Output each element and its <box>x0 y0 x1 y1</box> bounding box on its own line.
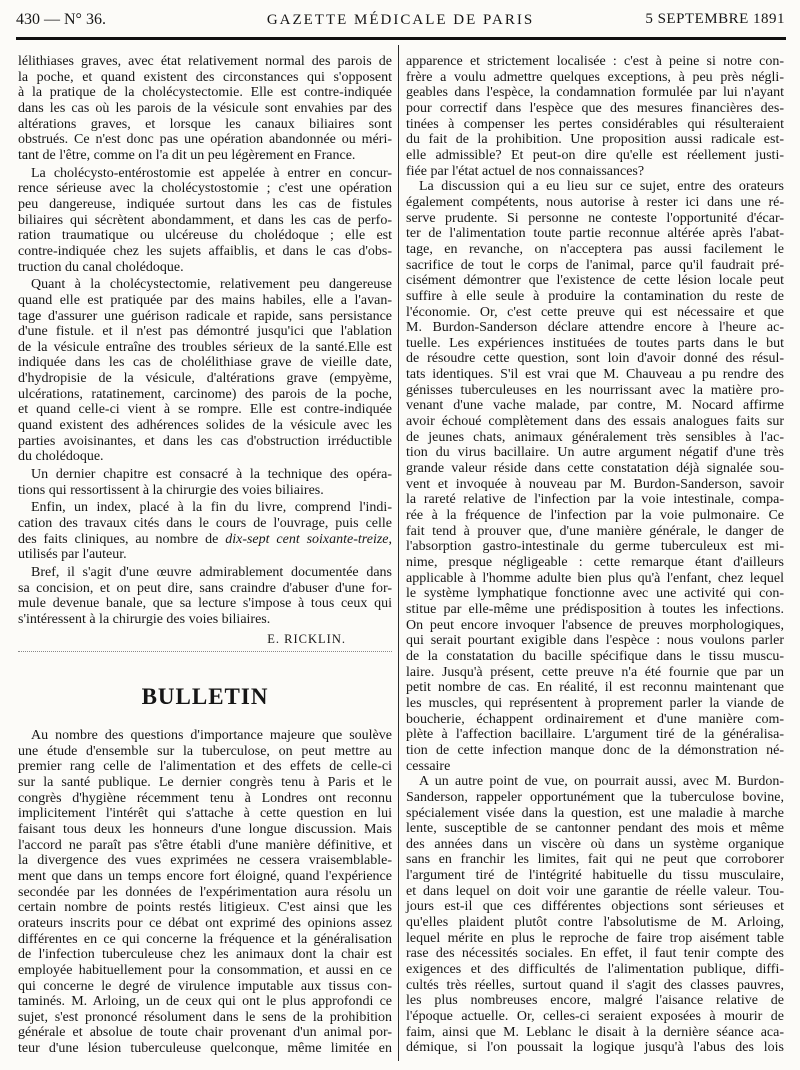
text-line: utilisés par l'auteur. <box>18 547 127 563</box>
paragraph <box>406 179 784 774</box>
paragraph <box>406 774 784 1056</box>
text-line <box>18 532 392 548</box>
text-line: dans les cas où les parois de la vésicule sont envahies par des <box>18 100 392 116</box>
text-line: vent et invoquée à nouveau par M. Burdon-Sanderson, savoir <box>406 476 784 492</box>
text-line: de la vésicule entraîne des troubles sérieux de la santé.Elle est <box>18 339 392 355</box>
text-line: l'absorption gastro-intestinale du germe tuberculeux est mi- <box>406 539 784 555</box>
text-run: , <box>388 531 392 547</box>
text-line: spécialement visée dans la question, est une maladie à marche <box>406 805 784 821</box>
text-run: des faits cliniques, au nombre de <box>18 531 226 547</box>
text-line: d'une fistule. et il n'est pas démontré jusqu'ici que l'ablation <box>18 324 392 340</box>
paragraph <box>18 467 392 498</box>
text-line: cisément démontrer que l'existence de cette lésion locale peut <box>406 273 784 289</box>
text-line: peu dangereuse, indiquée surtout dans les cas de fistules <box>18 196 392 212</box>
text-line: tage d'assurer une guérison radicale et rapide, sans persistance <box>18 308 392 324</box>
text-line: quand existent des adhérences solides de la vésicule avec les <box>18 418 392 434</box>
text-line: générale et absolue de toute chair provenant d'un animal por- <box>18 1025 392 1041</box>
text-line: premier rang celle de l'alimentation et des effets de celle-ci <box>18 759 392 775</box>
bulletin-article <box>18 728 392 1057</box>
text-line: la divergence des vues exprimées ne cessera vraisemblable- <box>18 853 392 869</box>
text-line: parties avoisinantes, et dans les cas d'obstruction irréductible <box>18 433 392 449</box>
text-line: Quant à la cholécystectomie, relativement peu dangereuse <box>31 277 392 293</box>
text-line: faim, ainsi que M. Leblanc le disait à la dernière séance aca- <box>406 1024 784 1040</box>
text-line: tuelle. Les expériences instituées de toutes parts dans le but <box>406 335 784 351</box>
text-line: laire. Jusqu'à présent, cette preuve n'a été fournie que par un <box>406 664 784 680</box>
section-divider <box>18 651 392 652</box>
text-line: tion de cette infection manque donc de la démonstration né- <box>406 742 784 758</box>
book-review-column <box>18 54 392 647</box>
text-line: l'époque actuelle. Or, celles-ci seraient exposées à mourir de <box>406 1009 784 1025</box>
text-line: tats identiques. S'il est vrai que M. Chauveau a pu rendre des <box>406 367 784 383</box>
text-line: qu'elles plaident plutôt contre l'absolutisme de M. Arloing, <box>406 915 784 931</box>
text-line: suffire à elle seule à produire la contamination du reste de <box>406 288 784 304</box>
text-line: grande valeur réside dans cette constatation déjà signalée sou- <box>406 461 784 477</box>
text-line: geables dans l'espèce, la condamnation formulée par lui n'ayant <box>406 85 784 101</box>
text-line: de résoudre cette question, sont loin d'avoir donné des résul- <box>406 351 784 367</box>
text-line: teur d'une lésion tuberculeuse quelconque, même limitée en <box>18 1041 392 1057</box>
text-line: d'hydropisie de la vésicule, d'altérations grave (empyème, <box>18 371 392 387</box>
text-line: ulcérations, ratatinement, carcinome) des parois de la poche, <box>18 386 392 402</box>
bulletin-heading: BULLETIN <box>141 684 269 709</box>
text-line: rase des nécessités sociales. En effet, il faut tenir compte des <box>406 946 784 962</box>
text-line: à la pratique de la cholécystectomie. Elle est contre-indiquée <box>18 85 392 101</box>
text-line: ment que dans un temps encore fort éloigné, quand l'expérience <box>18 868 392 884</box>
paragraph <box>406 54 784 179</box>
text-line: du fait de la prohibition. Une proposition aussi radicale est- <box>406 132 784 148</box>
text-line: obstrués. Ce n'est donc pas une opération abandonnée ou méri- <box>18 132 392 148</box>
text-line: rence sérieuse avec la cholécystostomie ; c'est une opération <box>18 181 392 197</box>
text-line: la rareté relative de l'infection par la voie intestinale, compa- <box>406 492 784 508</box>
text-line: qui serait pourtant exigible dans l'espèce : nous voulons parler <box>406 633 784 649</box>
text-line: boucherie, échappent ordinairement et d'une manière com- <box>406 711 784 727</box>
text-line: faisant tous deux les honneurs d'une longue discussion. Mais <box>18 821 392 837</box>
text-line: implicitement l'intérêt qui s'attache à cette question en lui <box>18 806 392 822</box>
text-line: stitue par elle-même une prédisposition à toutes les infections. <box>406 601 784 617</box>
paragraph <box>18 277 392 465</box>
text-line: serve prudente. Si personne ne conteste l'opportunité d'écar- <box>406 210 784 226</box>
text-line: lente, susceptible de se cantonner pendant des mois et même <box>406 821 784 837</box>
text-line: rée à la fréquence de l'infection par la voie pulmonaire. Ce <box>406 508 784 524</box>
text-line: venant d'une vache malade, par contre, M. Nocard affirme <box>406 398 784 414</box>
issue-date: 5 SEPTEMBRE 1891 <box>645 11 785 27</box>
text-line: certain nombre de points restés litigieux. C'est ainsi que les <box>18 900 392 916</box>
journal-title: GAZETTE MÉDICALE DE PARIS <box>266 12 535 28</box>
text-line: démique, si l'on poussait la logique jusqu'à l'abus des lois <box>406 1040 784 1056</box>
text-line: l'argument tiré de l'intégrité habituelle du tissu musculaire, <box>406 868 784 884</box>
text-line: les plus nombreuses encore, malgré l'aisance relative de <box>406 993 784 1009</box>
text-line: jours est-il que ces différentes objections sont sérieuses et <box>406 899 784 915</box>
text-line: sans en franchir les limites, fait qui ne peut que corroborer <box>406 852 784 868</box>
text-line: petit nombre de cas. En réalité, il est reconnu maintenant que <box>406 680 784 696</box>
text-line: secondée par les données de l'expérimentation aura résolu un <box>18 884 392 900</box>
text-line: contre-indiquée chez les sujets affaiblis, et dans le cas d'obs- <box>18 243 392 259</box>
text-line: On peut encore invoquer l'absence de preuves morphologiques, <box>406 617 784 633</box>
text-line: frère a voulu admettre quelques exceptions, à peu près négli- <box>406 69 784 85</box>
text-line: La discussion qui a eu lieu sur ce sujet, entre des orateurs <box>419 179 784 195</box>
text-line: une étude d'ensemble sur la tuberculose, on peut mettre au <box>18 743 392 759</box>
text-line: congrès d'hygiène récemment tenu à Londres ont reconnu <box>18 790 392 806</box>
text-line: du cholédoque. <box>18 449 104 465</box>
text-line: le système lymphatique fonctionne avec une activité qui con- <box>406 586 784 602</box>
text-line: exigences et des difficultés de l'alimentation publique, diffi- <box>406 962 784 978</box>
paragraph <box>18 166 392 276</box>
text-line: truction du canal cholédoque. <box>18 259 184 275</box>
paragraph <box>18 565 392 628</box>
text-line: sujet, s'est prononcé résolument dans le sens de la prohibition <box>18 1009 392 1025</box>
text-line: applicable à l'homme adulte bien plus qu'à l'enfant, chez lequel <box>406 570 784 586</box>
text-line: et dans lequel on doit voir une garantie de réelle valeur. Tou- <box>406 883 784 899</box>
text-line: cessaire <box>406 758 451 774</box>
text-line: avoir échoué complètement dans des essais analogues faits sur <box>406 414 784 430</box>
paragraph <box>18 54 392 164</box>
text-line: la poche, et quand existent des circonstances qui s'opposent <box>18 69 392 85</box>
right-column <box>406 54 784 1056</box>
text-line: ration traumatique ou ulcéreuse du cholédoque ; elle est <box>18 228 392 244</box>
text-line: également compétents, nous autorise à rester ici dans une ré- <box>406 194 784 210</box>
text-line: tion du virus bacillaire. Un autre argument négatif d'une très <box>406 445 784 461</box>
text-line: M. Burdon-Sanderson déclare attendre encore à l'heure ac- <box>406 320 784 336</box>
page-number: 430 — N° 36. <box>16 11 106 28</box>
text-line: différentes en ce qui concerne la fréquence et la généralisation <box>18 931 392 947</box>
text-line: lequel mérite en plus le reproche de faire trop aisément table <box>406 930 784 946</box>
bulletin-text <box>18 728 392 1057</box>
page-header <box>16 9 785 33</box>
text-line: des années dans un viscère où dans un système organique <box>406 836 784 852</box>
text-line: de jeunes chats, animaux généralement très sensibles à l'ac- <box>406 429 784 445</box>
text-line: les muscles, qui représentent à proprement parler la viande de <box>406 695 784 711</box>
text-line: sa concision, et on peut dire, sans craindre d'abuser d'une for- <box>18 580 392 596</box>
text-line: cultés très réelles, surtout quand il s'agit des classes pauvres, <box>406 977 784 993</box>
text-line: Sanderson, rappeler opportunément que la tuberculose bovine, <box>406 789 784 805</box>
text-line: taminés. M. Arloing, un de ceux qui ont le plus approfondi ce <box>18 994 392 1010</box>
text-line: de l'infection tuberculeuse chez les animaux dont la chair est <box>18 947 392 963</box>
text-line: génisses tuberculeuses en les nourrissant avec la matière pro- <box>406 382 784 398</box>
text-line: altérations graves, et lorsque les canaux biliaires sont <box>18 116 392 132</box>
review-text <box>18 54 392 628</box>
text-line: fiée par l'état actuel de nos connaissances? <box>406 163 645 179</box>
text-line: s'intéressent à la chirurgie des voies biliaires. <box>18 611 271 627</box>
paragraph <box>18 728 392 1057</box>
text-line: Enfin, un index, placé à la fin du livre, comprend l'indi- <box>31 500 392 516</box>
text-line: fait tend à prouver que, d'une manière générale, le danger de <box>406 523 784 539</box>
text-line: mule devenue banale, que sa lecture s'impose à tous ceux qui <box>18 596 392 612</box>
column-divider <box>398 45 399 1061</box>
right-column-text <box>406 54 784 1056</box>
text-line: tant de l'être, comme on l'a dit un peu légèrement en France. <box>18 147 356 163</box>
paragraph <box>18 500 392 563</box>
text-line: plète à l'affection bacillaire. L'argument tiré de la généralisa- <box>406 727 784 743</box>
text-line: lélithiases graves, avec état relativement normal des parois de <box>18 54 392 69</box>
text-line: quand elle est pratiquée par des mains habiles, elle a l'avan- <box>18 292 392 308</box>
text-line: qui concerne le degré de virulence imputable aux tissus con- <box>18 978 392 994</box>
text-line: tions qui ressortissent à la chirurgie des voies biliaires. <box>18 482 324 498</box>
text-line: l'accord ne paraît pas s'être établi d'une manière définitive, et <box>18 837 392 853</box>
text-line: sacrifice de tout le corps de l'animal, parce qu'il faudrait pré- <box>406 257 784 273</box>
text-line: nime, presque négligeable : cette remarque étant d'ailleurs <box>406 555 784 570</box>
text-line: sur la santé publique. Le dernier congrès tenu à Paris et le <box>18 774 392 790</box>
text-line: indiquée dans les cas de cholélithiase grave de vieille date, <box>18 355 392 371</box>
text-line: tinées à compenser les pertes considérables qui résulteraient <box>406 116 784 132</box>
italic-text: dix-sept cent soixante-treize <box>225 531 389 547</box>
text-line: ter de l'alimentation toute partie reconnue altérée après l'abat- <box>406 226 784 242</box>
text-line: l'économie. Or, c'est cette preuve qui est nécessaire et que <box>406 304 784 320</box>
text-line: Au nombre des questions d'importance majeure que soulève <box>31 728 392 743</box>
text-line: apparence et strictement localisée : c'est à peine si notre con- <box>406 54 784 69</box>
text-line: biliaires qui sécrètent abondamment, et dans les cas de perfo- <box>18 212 392 228</box>
text-line: Bref, il s'agit d'une œuvre admirablement documentée dans <box>31 565 392 580</box>
text-line: orateurs inscrits pour ce débat ont exprimé des opinions assez <box>18 915 392 931</box>
text-line: et quand celle-ci vient à se rompre. Elle est contre-indiquée <box>18 402 392 418</box>
header-rule <box>16 37 786 40</box>
text-line: de la constatation du bacille spécifique dans le tissu muscu- <box>406 648 784 664</box>
text-line: cation des travaux cités dans le cours de l'ouvrage, puis celle <box>18 516 392 532</box>
text-line: pour correctif dans l'espèce que des mesures financières des- <box>406 100 784 116</box>
text-line: employée habituellement pour la consommation, et aussi en ce <box>18 962 392 978</box>
text-line: A un autre point de vue, on pourrait aussi, avec M. Burdon- <box>419 774 784 790</box>
text-line: Un dernier chapitre est consacré à la technique des opéra- <box>31 467 392 483</box>
author-signature: E. RICKLIN. <box>267 631 346 646</box>
text-line: tage, en revanche, on n'acceptera pas aussi facilement le <box>406 241 784 257</box>
text-line: elle admissible? Et peut-on dire qu'elle est réellement justi- <box>406 147 784 163</box>
text-line: La cholécysto-entérostomie est appelée à entrer en concur- <box>31 165 392 181</box>
